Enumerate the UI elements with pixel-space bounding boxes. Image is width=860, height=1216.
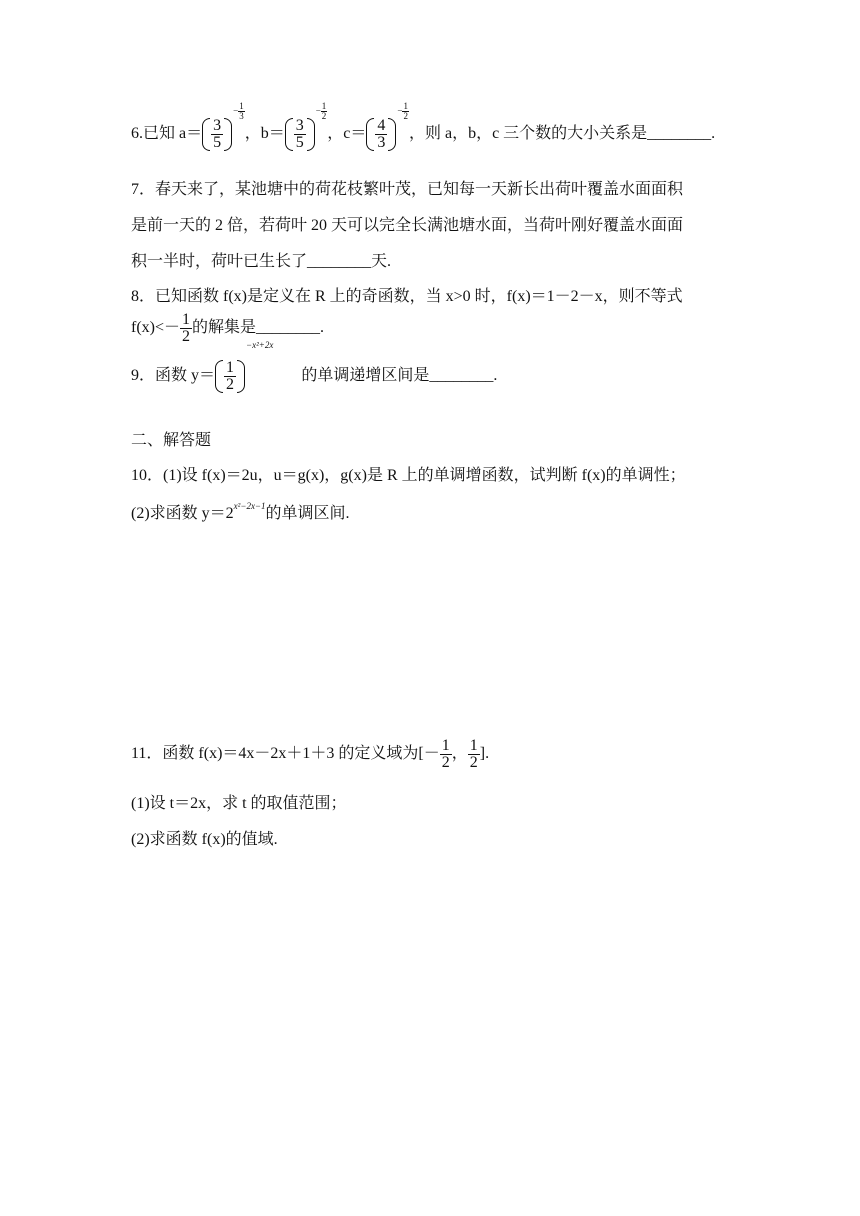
q11-fraction-2: $\frac{1}{2}$	[469, 737, 478, 771]
section-title: 二、解答题	[131, 432, 212, 449]
q6-intro: 已知 a＝	[143, 125, 203, 143]
q7-line-2: 是前一天的 2 倍，若荷叶 20 天可以完全长满池塘水面，当荷叶刚好覆盖水面面	[131, 217, 684, 234]
c-base-fraction: $\frac{4}{3}$	[377, 117, 386, 151]
c-exponent: − $\frac{1}{2}$	[397, 101, 408, 121]
b-exponent: − $\frac{1}{2}$	[315, 101, 327, 121]
q6-tail: ，则 a，b，c 三个数的大小关系是________.	[408, 125, 716, 143]
q11-line-2: (1)设 t＝2x，求 t 的取值范围；	[131, 795, 347, 812]
q8-line-2: f(x)<－ $\frac{1}{2}$ 的解集是________.	[131, 311, 325, 345]
a-value-paren	[202, 118, 232, 151]
c-value-paren	[366, 118, 396, 151]
question-9: 9．函数 y＝ $\frac{1}{2}$ −x²+2x的单调递增区间是________.	[131, 340, 498, 393]
q9-base-paren: $\frac{1}{2}$	[215, 360, 245, 393]
b-base-fraction: $\frac{3}{5}$	[295, 117, 304, 151]
q8-fraction: $\frac{1}{2}$	[182, 311, 191, 345]
b-value-paren	[285, 118, 315, 151]
q10-exponent: x²−2x−1	[233, 501, 266, 511]
q7-line-3: 积一半时，荷叶已生长了________天.	[131, 253, 392, 270]
q7-line-1: 7．春天来了，某池塘中的荷花枝繁叶茂，已知每一天新长出荷叶覆盖水面面积	[131, 181, 684, 198]
q11-line-3: (2)求函数 f(x)的值域.	[131, 831, 278, 848]
q6-c-label: ，c＝	[327, 125, 367, 143]
q10-line-2: (2)求函数 $y=2^{x^2-2x-1}$的单调区间.	[131, 501, 350, 522]
q10-line-1: 10．(1)设 f(x)＝2u，u＝g(x)，g(x)是 R 上的单调增函数，试判断 f(x)的单调性；	[131, 467, 686, 484]
q9-exponent: −x²+2x	[246, 340, 274, 350]
a-exponent: − $\frac{1}{3}$	[233, 101, 244, 121]
question-6	[131, 101, 716, 151]
q11-fraction-1: $\frac{1}{2}$	[441, 737, 450, 771]
a-base-fraction: $\frac{3}{5}$	[213, 117, 222, 151]
q6-number: 6.	[131, 125, 143, 143]
q11-line-1: 11．函数 f(x)＝4x－2x＋1＋3 的定义域为[－ $\frac{1}{2}$ ， $\frac{1}{2}$ ].	[131, 737, 490, 771]
q6-b-label: ，b＝	[244, 125, 285, 143]
q8-line-1: 8．已知函数 f(x)是定义在 R 上的奇函数，当 x>0 时，f(x)＝1－2－x，则不等式	[131, 288, 683, 305]
